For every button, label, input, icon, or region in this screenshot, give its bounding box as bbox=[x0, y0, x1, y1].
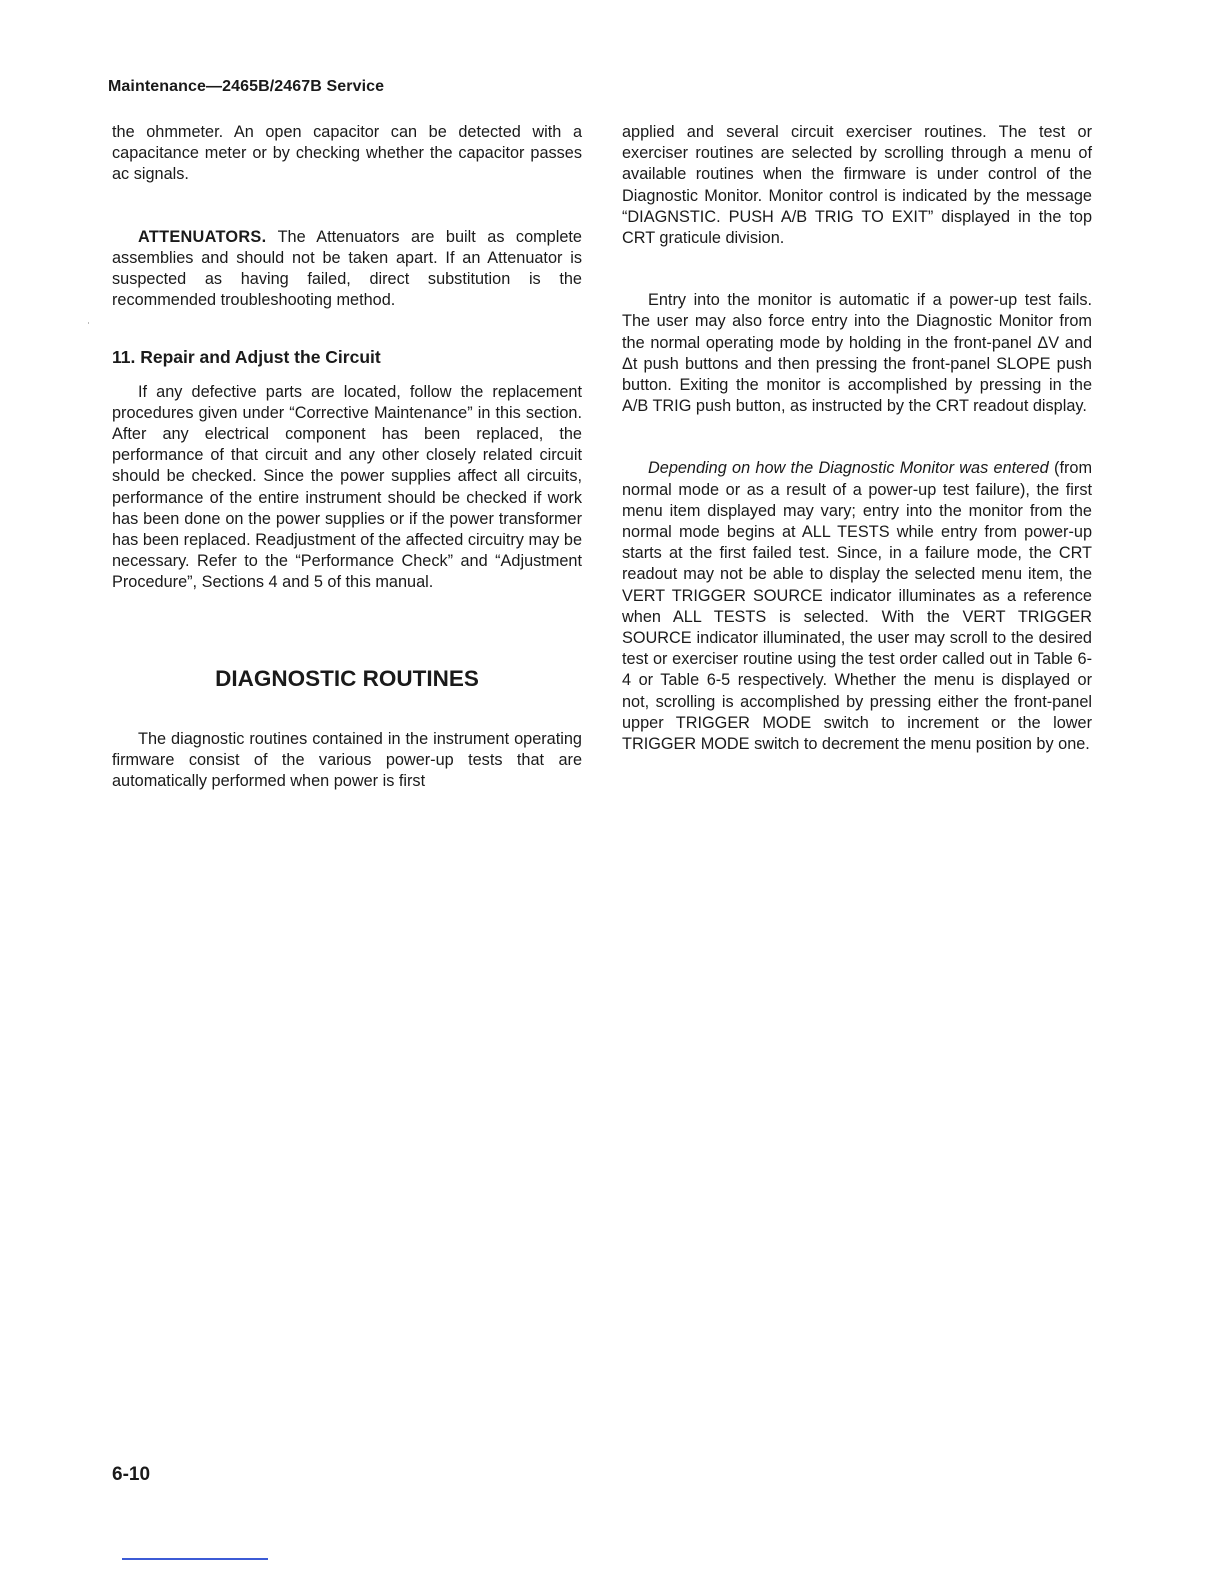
menu-scrolling-italic: Depending on how the Diagnostic Monitor was entered bbox=[648, 459, 1049, 478]
heading-repair-adjust: 11. Repair and Adjust the Circuit bbox=[112, 347, 381, 368]
paragraph-menu-scrolling bbox=[622, 458, 1092, 755]
scan-mark bbox=[88, 322, 89, 324]
paragraph-ohmmeter: the ohmmeter. An open capacitor can be detected with a capacitance meter or by checking whether the capacitor passes ac signals. bbox=[112, 123, 582, 184]
page-number: 6-10 bbox=[112, 1464, 151, 1485]
menu-scrolling-body: (from normal mode or as a result of a power-up test failure), the first menu item displayed may vary; entry into the monitor from the normal mode begins at ALL TESTS while entry from power-up starts at the first failed test. Since, in a failure mode, the CRT readout may not be able to display the selected menu item, the VERT TRIGGER SOURCE indicator illuminates as a reference when ALL TESTS is selected. With the VERT TRIGGER SOURCE indicator illuminated, the user may scroll to the desired test or exerciser routine using the test order called out in Table 6-4 or Table 6-5 respectively. Whether the menu is displayed or not, scrolling is accomplished by pressing either the front-panel upper TRIGGER MODE switch to increment or the lower TRIGGER MODE switch to decrement the menu position by one. bbox=[622, 459, 1093, 754]
heading-diagnostic-routines: DIAGNOSTIC ROUTINES bbox=[215, 665, 479, 691]
paragraph-exerciser: applied and several circuit exerciser routines. The test or exerciser routines are selected by scrolling through a menu of available routines when the firmware is under control of the Diagnostic Monitor. Monitor control is indicated by the message “DIAGNSTIC. PUSH A/B TRIG TO EXIT” displayed in the top CRT graticule division. bbox=[622, 123, 1092, 248]
paragraph-diagnostic-intro: The diagnostic routines contained in the instrument operating firmware consist of the various power-up tests that are automatically performed when power is first bbox=[112, 729, 582, 791]
left-column bbox=[112, 122, 582, 792]
attenuators-lead: ATTENUATORS. bbox=[138, 227, 267, 246]
running-head: Maintenance—2465B/2467B Service bbox=[108, 78, 385, 95]
right-column bbox=[622, 122, 1092, 755]
paragraph-attenuators bbox=[112, 227, 582, 312]
paragraph-repair: If any defective parts are located, follow the replacement procedures given under “Corrective Maintenance” in this section. After any electrical component has been replaced, the performance of that circuit and any other closely related circuit should be checked. Since the power supplies affect all circuits, performance of the entire instrument should be checked if work has been done on the power supplies or if the power transformer has been replaced. Readjustment of the affected circuitry may be necessary. Refer to the “Performance Check” and “Adjustment Procedure”, Sections 4 and 5 of this manual. bbox=[112, 382, 582, 592]
attenuators-body: The Attenuators are built as complete assemblies and should not be taken apart. If an Attenuator is suspected as having failed, direct substitution is the recommended troubleshooting method. bbox=[112, 227, 582, 310]
paragraph-monitor-entry: Entry into the monitor is automatic if a power-up test fails. The user may also force entry into the Diagnostic Monitor from the normal operating mode by holding in the front-panel ΔV and Δt push buttons and then pressing the front-panel SLOPE push button. Exiting the monitor is accomplished by pressing in the A/B TRIG push button, as instructed by the CRT readout display. bbox=[622, 291, 1092, 416]
bottom-rule bbox=[122, 1558, 268, 1560]
